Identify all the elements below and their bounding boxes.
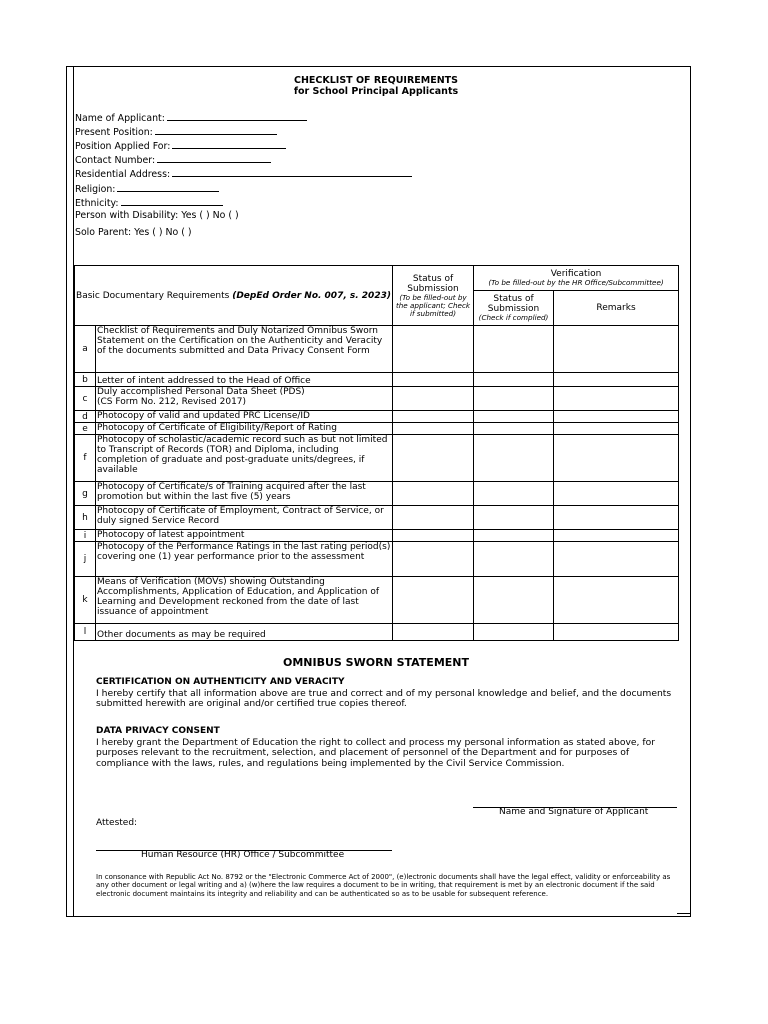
remarks-cell[interactable] [554, 435, 679, 482]
table-row: h Photocopy of Certificate of Employment, Contract of Service, or duly signed Service Record [75, 506, 679, 530]
ver-status-header: Status of Submission (Check if complied) [474, 291, 554, 326]
remarks-cell[interactable] [554, 530, 679, 542]
table-row: d Photocopy of valid and updated PRC License/ID [75, 411, 679, 423]
applicant-status-cell[interactable] [393, 542, 474, 577]
table-row: f Photocopy of scholastic/academic record such as but not limited to Transcript of Records (TOR) and Diploma, including completion of graduate and post-graduate units/degrees, if available [75, 435, 679, 482]
hr-status-cell[interactable] [474, 423, 554, 435]
solo-parent-field[interactable]: Solo Parent: Yes ( ) No ( ) [75, 227, 192, 238]
hr-status-cell[interactable] [474, 411, 554, 423]
hr-status-cell[interactable] [474, 373, 554, 387]
hr-status-cell[interactable] [474, 326, 554, 373]
footnote: In consonance with Republic Act No. 8792 or the "Electronic Commerce Act of 2000", (e)lectronic documents shall have the legal effect, validity or enforceability as any other document or legal writing and a) (w)here the law requires a document to be in writing, that requirement is met by an electronic document if the said electronic document maintains its integrity and reliability and can be authenticated so as to be usable for subsequent reference. [96, 873, 671, 898]
applicant-status-cell[interactable] [393, 530, 474, 542]
table-row: b Letter of intent addressed to the Head of Office [75, 373, 679, 387]
present-position-field[interactable]: Present Position: [75, 125, 277, 139]
applicant-status-cell[interactable] [393, 577, 474, 624]
table-row: a Checklist of Requirements and Duly Notarized Omnibus Sworn Statement on the Certification on the Authenticity and Veracity of the documents submitted and Data Privacy Consent Form [75, 326, 679, 373]
remarks-cell[interactable] [554, 387, 679, 411]
present-position-line[interactable] [155, 125, 277, 135]
remarks-cell[interactable] [554, 326, 679, 373]
requirement-text: Means of Verification (MOVs) showing Outstanding Accomplishments, Application of Education, and Application of Learning and Development reckoned from the date of last issuance of appointment [96, 577, 393, 624]
remarks-cell[interactable] [554, 482, 679, 506]
attested-label: Attested: [96, 818, 138, 828]
hr-status-cell[interactable] [474, 506, 554, 530]
contact-number-line[interactable] [157, 153, 271, 163]
statement-title: OMNIBUS SWORN STATEMENT [283, 656, 469, 669]
applicant-status-cell[interactable] [393, 387, 474, 411]
cert-text: I hereby certify that all information above are true and correct and of my personal knowledge and belief, and the documents submitted herewith are original and/or certified true copies thereof. [96, 688, 672, 710]
hr-status-cell[interactable] [474, 387, 554, 411]
applicant-signature-label: Name and Signature of Applicant [499, 807, 649, 817]
requirement-text: Photocopy of Certificate/s of Training acquired after the last promotion but within the last five (5) years [96, 482, 393, 506]
requirement-text: Duly accomplished Personal Data Sheet (PDS) (CS Form No. 212, Revised 2017) [96, 387, 393, 411]
requirements-table [74, 265, 679, 641]
requirement-text: Photocopy of Certificate of Eligibility/Report of Rating [96, 423, 393, 435]
table-row: l Other documents as may be required [75, 624, 679, 641]
table-header-row [75, 266, 679, 291]
hr-status-cell[interactable] [474, 542, 554, 577]
ethnicity-line[interactable] [121, 196, 223, 206]
requirement-text: Photocopy of Certificate of Employment, Contract of Service, or duly signed Service Record [96, 506, 393, 530]
hr-signature-label: Human Resource (HR) Office / Subcommittee [141, 850, 345, 860]
requirement-text: Photocopy of valid and updated PRC License/ID [96, 411, 393, 423]
applicant-status-cell[interactable] [393, 373, 474, 387]
hr-status-cell[interactable] [474, 435, 554, 482]
table-row: j Photocopy of the Performance Ratings in the last rating period(s) covering one (1) year performance prior to the assessment [75, 542, 679, 577]
applicant-status-cell[interactable] [393, 506, 474, 530]
verification-header: Verification (To be filled-out by the HR Office/Subcommittee) [474, 266, 679, 291]
status-header: Status of Submission (To be filled-out by the applicant; Check if submitted) [393, 266, 474, 326]
requirement-text: Photocopy of the Performance Ratings in the last rating period(s) covering one (1) year performance prior to the assessment [96, 542, 393, 577]
requirement-text: Photocopy of scholastic/academic record such as but not limited to Transcript of Records (TOR) and Diploma, including completion of graduate and post-graduate units/degrees, if available [96, 435, 393, 482]
pwd-field[interactable]: Person with Disability: Yes ( ) No ( ) [75, 210, 239, 221]
name-of-applicant-line[interactable] [167, 111, 307, 121]
remarks-cell[interactable] [554, 542, 679, 577]
requirement-text: Checklist of Requirements and Duly Notarized Omnibus Sworn Statement on the Certification on the Authenticity and Veracity of the documents submitted and Data Privacy Consent Form [96, 326, 393, 373]
hr-status-cell[interactable] [474, 624, 554, 641]
remarks-cell[interactable] [554, 577, 679, 624]
remarks-cell[interactable] [554, 423, 679, 435]
ethnicity-field[interactable]: Ethnicity: [75, 196, 223, 210]
privacy-heading: DATA PRIVACY CONSENT [96, 726, 220, 736]
document-subtitle: for School Principal Applicants [293, 86, 459, 97]
table-row: g Photocopy of Certificate/s of Training acquired after the last promotion but within the last five (5) years [75, 482, 679, 506]
position-applied-field[interactable]: Position Applied For: [75, 139, 286, 153]
residential-address-line[interactable] [172, 167, 412, 177]
religion-field[interactable]: Religion: [75, 182, 219, 196]
hr-status-cell[interactable] [474, 577, 554, 624]
applicant-status-cell[interactable] [393, 326, 474, 373]
remarks-cell[interactable] [554, 624, 679, 641]
applicant-status-cell[interactable] [393, 435, 474, 482]
applicant-status-cell[interactable] [393, 482, 474, 506]
requirement-text: Photocopy of latest appointment [96, 530, 393, 542]
residential-address-field[interactable]: Residential Address: [75, 167, 412, 181]
requirement-text: Letter of intent addressed to the Head of Office [96, 373, 393, 387]
document-title: CHECKLIST OF REQUIREMENTS [294, 75, 458, 86]
applicant-status-cell[interactable] [393, 423, 474, 435]
name-of-applicant-field[interactable]: Name of Applicant: [75, 111, 307, 125]
remarks-cell[interactable] [554, 411, 679, 423]
table-row: i Photocopy of latest appointment [75, 530, 679, 542]
remarks-cell[interactable] [554, 373, 679, 387]
requirement-text: Other documents as may be required [96, 624, 393, 641]
cert-heading: CERTIFICATION ON AUTHENTICITY AND VERACITY [96, 677, 345, 687]
position-applied-line[interactable] [172, 139, 286, 149]
applicant-status-cell[interactable] [393, 411, 474, 423]
applicant-status-cell[interactable] [393, 624, 474, 641]
contact-number-field[interactable]: Contact Number: [75, 153, 271, 167]
requirements-header: Basic Documentary Requirements (DepEd Order No. 007, s. 2023) [75, 266, 393, 326]
privacy-text: I hereby grant the Department of Education the right to collect and process my personal information as stated above, for purposes relevant to the recruitment, selection, and placement of personnel of the Department and for purposes of compliance with the laws, rules, and regulations being implemented by the Civil Service Commission. [96, 737, 656, 769]
remarks-header: Remarks [554, 291, 679, 326]
table-row: c Duly accomplished Personal Data Sheet (PDS) (CS Form No. 212, Revised 2017) [75, 387, 679, 411]
table-row: k Means of Verification (MOVs) showing Outstanding Accomplishments, Application of Education, and Application of Learning and Development reckoned from the date of last issuance of appointment [75, 577, 679, 624]
table-row: e Photocopy of Certificate of Eligibility/Report of Rating [75, 423, 679, 435]
religion-line[interactable] [117, 182, 219, 192]
corner-mark [677, 913, 691, 914]
hr-status-cell[interactable] [474, 482, 554, 506]
hr-status-cell[interactable] [474, 530, 554, 542]
remarks-cell[interactable] [554, 506, 679, 530]
